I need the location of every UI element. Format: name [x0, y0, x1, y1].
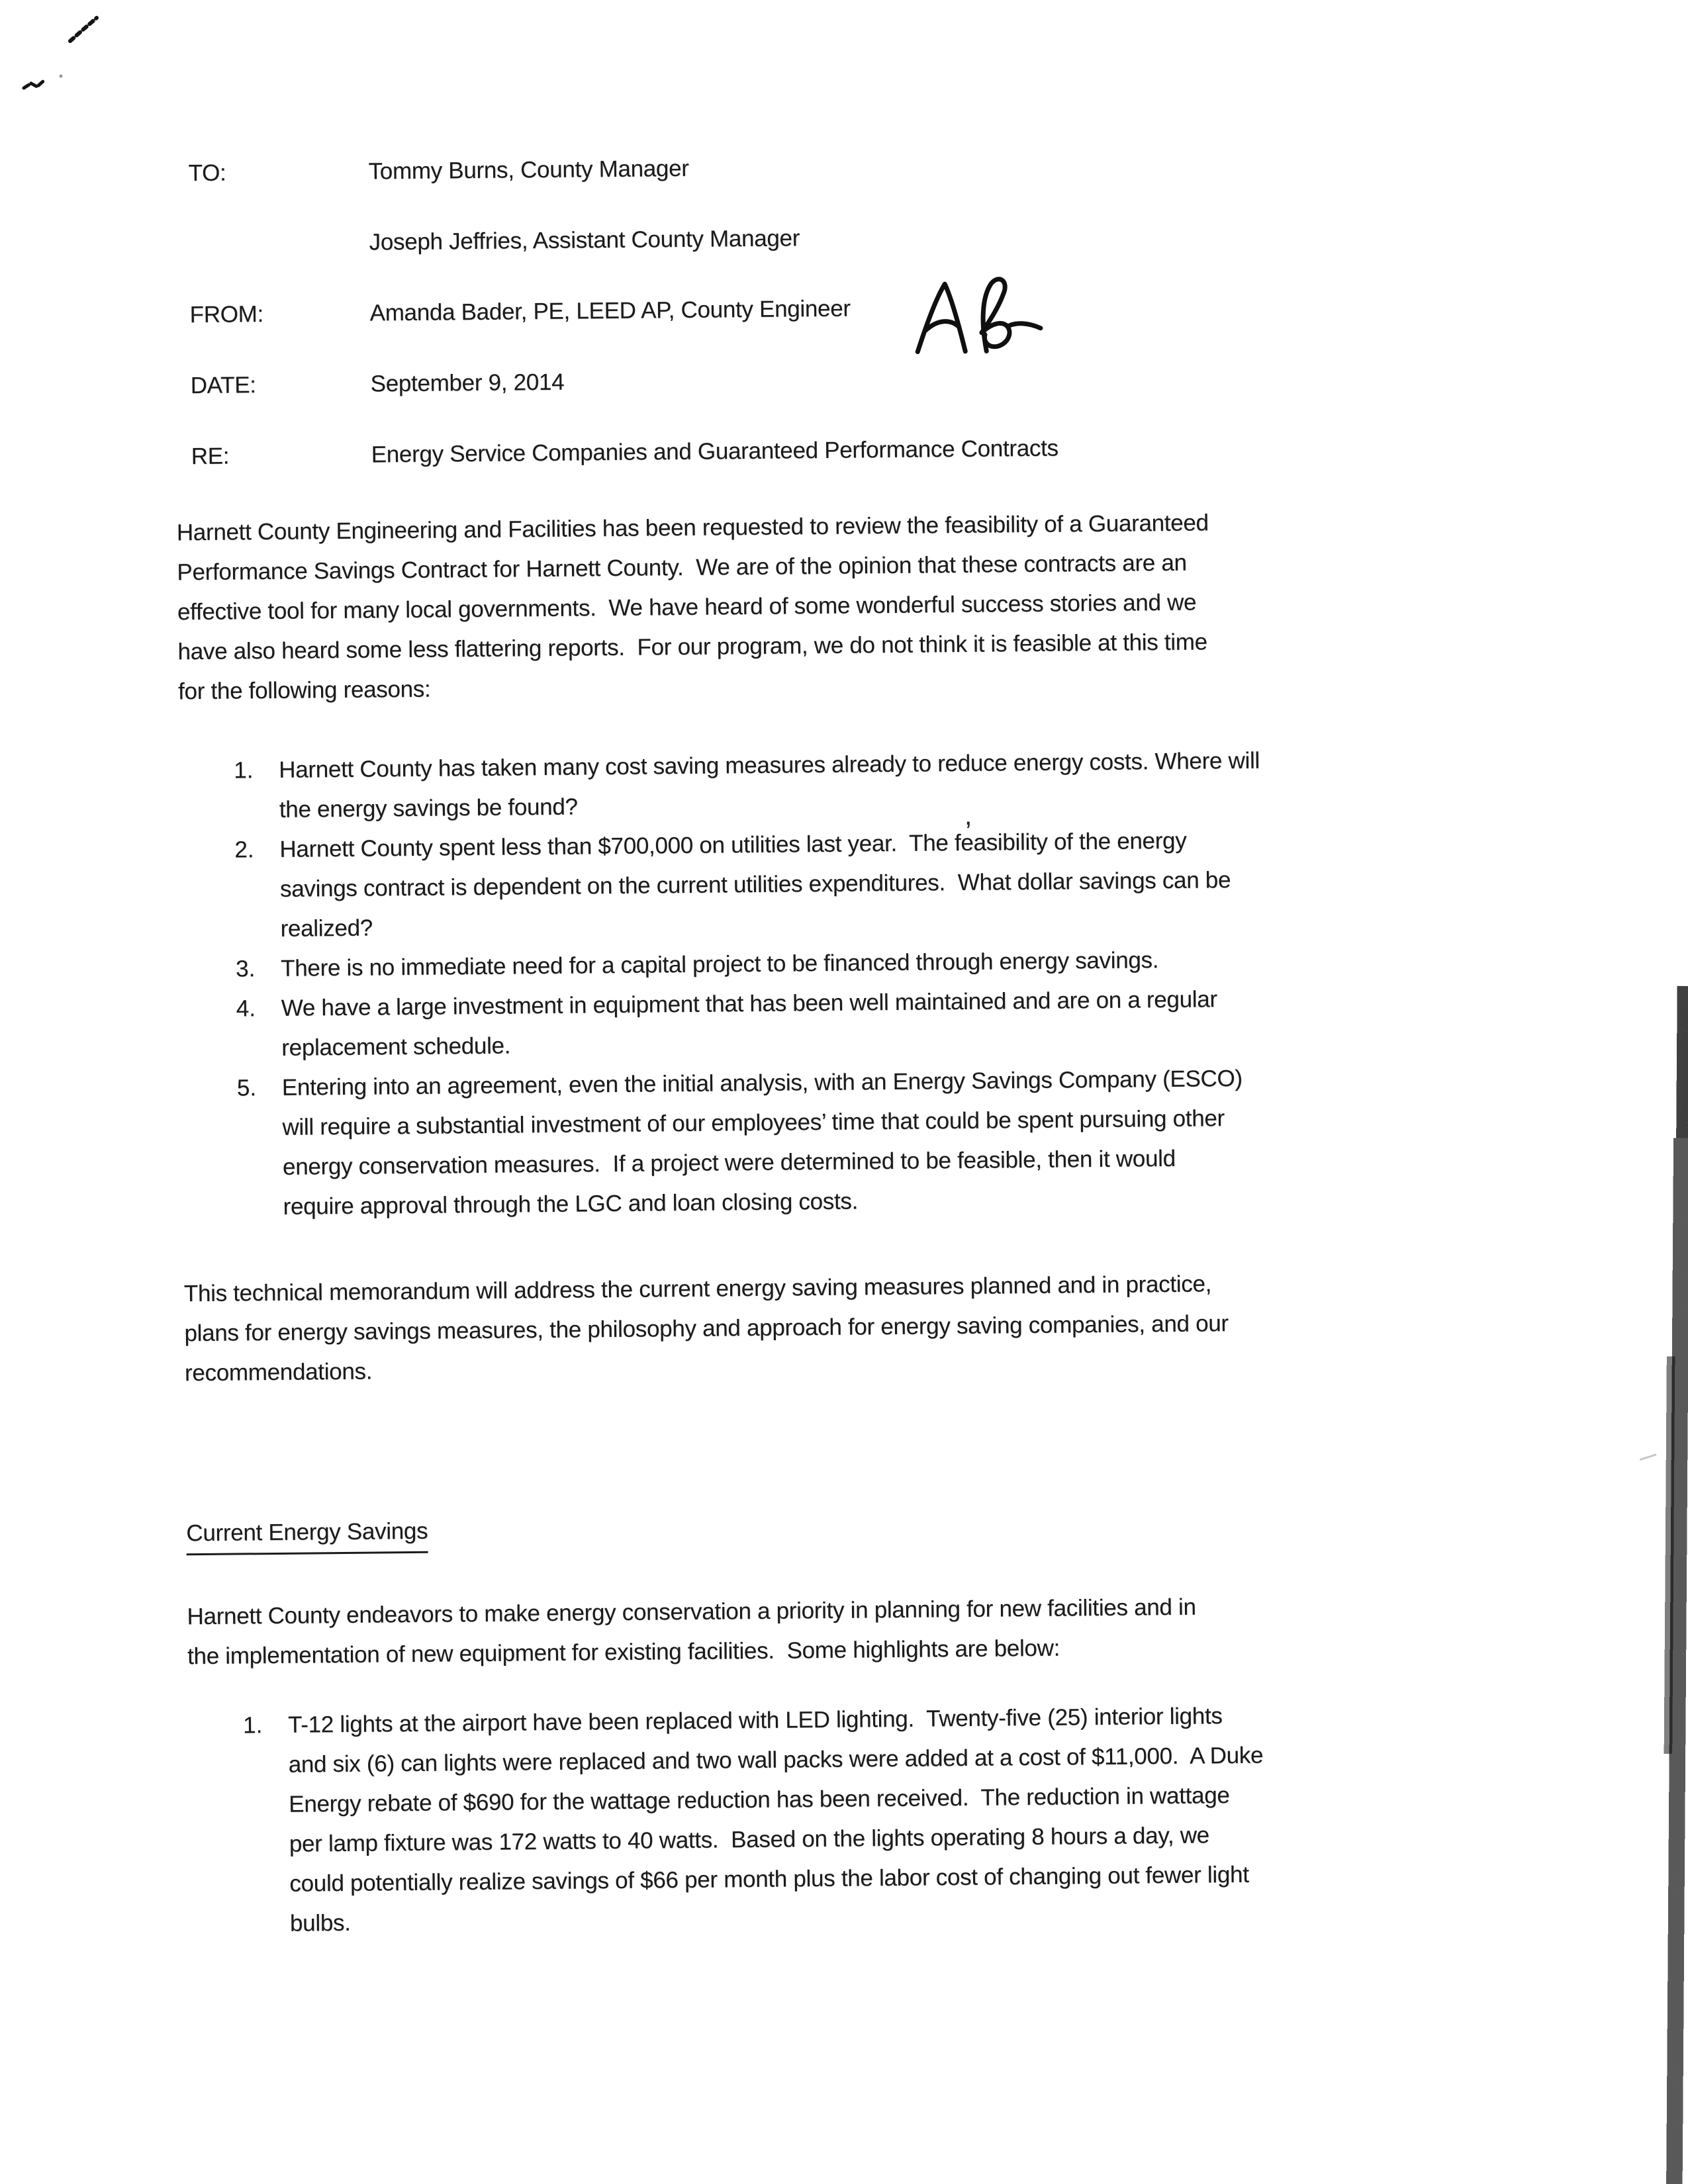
list-item-text: Harnett County spent less than $700,000 on utilities last year. The feasibility of the energy savings contract is dependent on the current utilities expenditures. What dollar savings can be realized? — [279, 827, 1231, 942]
re-label: RE: — [191, 443, 230, 470]
list-item — [181, 976, 1664, 1069]
from-row — [174, 287, 1657, 330]
list-item-number: 2. — [234, 837, 254, 863]
section-intro-paragraph: Harnett County endeavors to make energy conservation a priority in planning for new facilities and in the implementation of new equipment for existing facilities. Some highlights are below: — [187, 1594, 1196, 1670]
reasons-list — [179, 737, 1666, 1228]
stray-ink-mark: , — [964, 801, 972, 831]
list-item-number: 4. — [236, 995, 256, 1022]
list-item-number: 1. — [234, 757, 254, 784]
date-label: DATE: — [190, 372, 256, 399]
from-value: Amanda Bader, PE, LEED AP, County Engineer — [369, 295, 851, 326]
to-value: Tommy Burns, County Manager — [368, 155, 689, 185]
list-item-number: 3. — [235, 956, 256, 982]
list-item-text: We have a large investment in equipment that has been well maintained and are on a regular replacement schedule. — [281, 986, 1217, 1061]
memo-header — [173, 145, 1658, 471]
list-item — [179, 817, 1664, 950]
list-item-text: There is no immediate need for a capital project to be financed through energy savings. — [280, 947, 1159, 981]
list-item-number: 5. — [236, 1075, 257, 1101]
date-row — [175, 357, 1658, 401]
re-value: Energy Service Companies and Guaranteed Performance Contracts — [371, 435, 1058, 468]
handwritten-signature-icon — [909, 275, 1045, 359]
re-row — [176, 428, 1659, 472]
list-item-text: Harnett County has taken many cost saving measures already to reduce energy costs. Where will the energy savings be found? — [279, 747, 1260, 823]
highlights-list — [188, 1692, 1673, 1944]
to-row — [173, 145, 1656, 189]
recipient-2-row — [173, 216, 1656, 259]
list-item-number: 1. — [242, 1712, 263, 1739]
list-item — [179, 737, 1662, 831]
recipient-2-label — [189, 228, 369, 259]
section-heading: Current Energy Savings — [186, 1515, 428, 1556]
list-item — [182, 1055, 1666, 1228]
intro-paragraph: Harnett County Engineering and Facilities has been requested to review the feasibility of a Guaranteed Performance Savings Contract for Harnett County. We are of the opinion that these contracts are an effective tool for many local governments. We have heard of some wonderful success stories and we have also heard some less flattering reports. For our program, we do not think it is feasible at this time for the following reasons: — [176, 510, 1209, 705]
date-value: September 9, 2014 — [370, 369, 565, 397]
to-label: TO: — [188, 159, 226, 187]
list-item — [188, 1692, 1673, 1944]
recipient-2-value: Joseph Jeffries, Assistant County Manager — [369, 225, 800, 255]
section-heading-row — [186, 1503, 1669, 1555]
list-item-text: T-12 lights at the airport have been replaced with LED lighting. Twenty-five (25) interior lights and six (6) can lights were replaced and two wall packs were added at a cost of $11,000. A Duke Energy rebate of $690 for the wattage reduction has been received. The reduction in wattage per lamp fixture was 172 watts to 40 watts. Based on the lights operating 8 hours a day, we could potentially realize savings of $66 per month plus the labor cost of changing out fewer light bulbs. — [287, 1703, 1264, 1936]
from-label: FROM: — [189, 301, 264, 328]
list-item-text: Entering into an agreement, even the initial analysis, with an Energy Savings Company (ESCO) will require a substantial investment of our employees’ time that could be spent pursuing other energy conservation measures. If a project were determined to be feasible, then it would require approval through the LGC and loan closing costs. — [281, 1065, 1243, 1220]
scope-paragraph: This technical memorandum will address the current energy saving measures planned and in practice, plans for energy savings measures, the philosophy and approach for energy saving companies, and our recommendations. — [183, 1271, 1229, 1387]
